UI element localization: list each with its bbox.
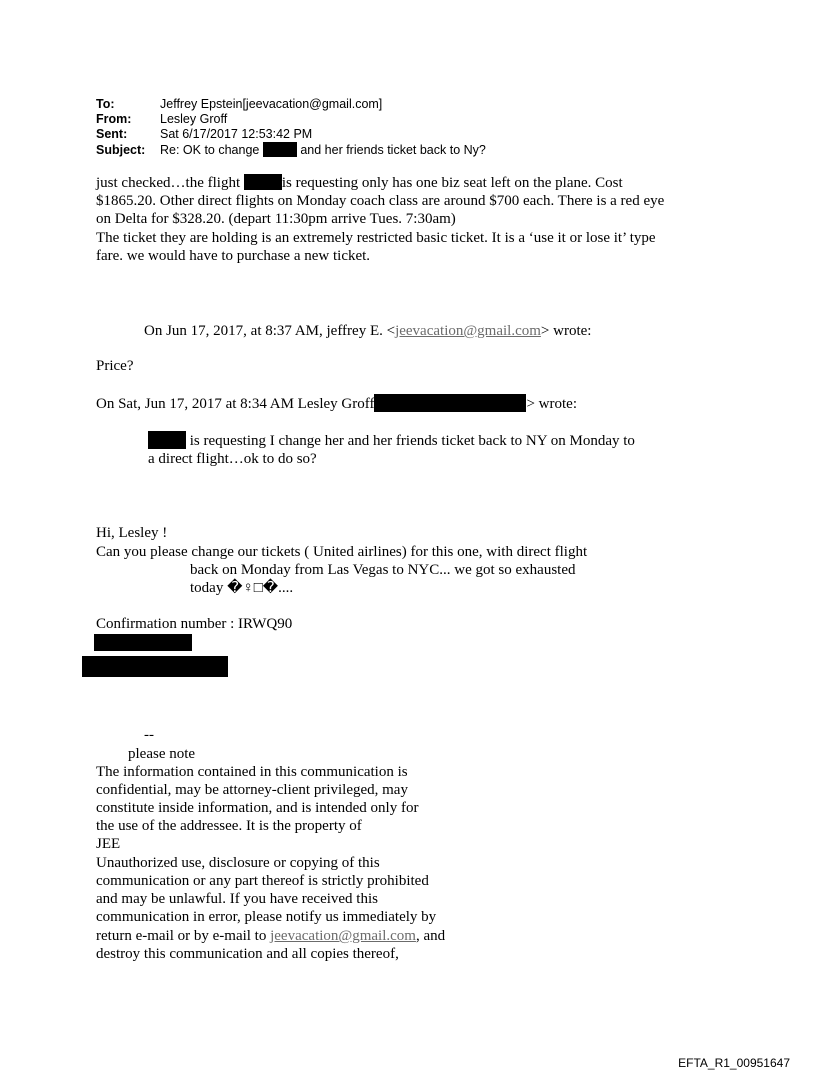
sent-value: Sat 6/17/2017 12:53:42 PM bbox=[160, 127, 313, 141]
disclaimer-line: Unauthorized use, disclosure or copying of this bbox=[96, 855, 380, 871]
reply-line-1 bbox=[96, 174, 623, 192]
header-to-row bbox=[96, 97, 382, 112]
disclaimer-line: confidential, may be attorney-client privileged, may bbox=[96, 782, 408, 798]
to-label: To: bbox=[96, 97, 115, 111]
from-value: Lesley Groff bbox=[160, 112, 228, 126]
from-label: From: bbox=[96, 112, 132, 126]
document-id: EFTA_R1_00951647 bbox=[678, 1056, 790, 1070]
forwarded-line-1: Can you please change our tickets ( United airlines) for this one, with direct flight bbox=[96, 544, 588, 560]
forwarded-line-2: back on Monday from Las Vegas to NYC... we got so exhausted bbox=[190, 562, 576, 578]
redaction-box bbox=[374, 394, 526, 412]
subject-text-after: and her friends ticket back to Ny? bbox=[300, 143, 486, 157]
disclaimer-line: communication or any part thereof is strictly prohibited bbox=[96, 873, 429, 889]
request-line-1 bbox=[148, 431, 635, 450]
quote-header-lesley bbox=[96, 394, 577, 413]
header-sent-row bbox=[96, 127, 312, 142]
quote-header-lesley-start: On Sat, Jun 17, 2017 at 8:34 AM Lesley Groff bbox=[96, 396, 375, 412]
redaction-box bbox=[244, 174, 282, 190]
quote-header-jeffrey-start: On Jun 17, 2017, at 8:37 AM, jeffrey E. < bbox=[144, 323, 396, 339]
redaction-box bbox=[148, 431, 186, 449]
redaction-box bbox=[82, 656, 228, 677]
request-line-1-text: is requesting I change her and her friends ticket back to NY on Monday to bbox=[189, 433, 635, 449]
disclaimer-line: JEE bbox=[96, 836, 121, 852]
subject-label: Subject: bbox=[96, 143, 146, 157]
disclaimer-line-end: , and bbox=[415, 928, 446, 944]
disclaimer-line-start: return e-mail or by e-mail to bbox=[96, 928, 271, 944]
disclaimer-line: the use of the addressee. It is the property of bbox=[96, 818, 362, 834]
disclaimer-line bbox=[96, 927, 445, 945]
redaction-box bbox=[94, 634, 192, 651]
reply-line-1-end: is requesting only has one biz seat left on the plane. Cost bbox=[281, 175, 623, 191]
quote-header-jeffrey-end: > wrote: bbox=[540, 323, 592, 339]
forwarded-line-3: today �♀□�.... bbox=[190, 580, 294, 596]
disclaimer-line: constitute inside information, and is intended only for bbox=[96, 800, 419, 816]
email-link[interactable]: jeevacation@gmail.com bbox=[270, 928, 416, 944]
subject-text-before: Re: OK to change bbox=[160, 143, 260, 157]
sent-label: Sent: bbox=[96, 127, 128, 141]
greeting: Hi, Lesley ! bbox=[96, 525, 168, 541]
reply-line-3: on Delta for $328.20. (depart 11:30pm arrive Tues. 7:30am) bbox=[96, 211, 456, 227]
quote-header-lesley-end: > wrote: bbox=[526, 396, 577, 412]
reply-line-5: fare. we would have to purchase a new ticket. bbox=[96, 248, 371, 264]
reply-line-4: The ticket they are holding is an extremely restricted basic ticket. It is a ‘use it or lose it’ type bbox=[96, 230, 656, 246]
disclaimer-line: and may be unlawful. If you have received this bbox=[96, 891, 378, 907]
disclaimer-line: The information contained in this communication is bbox=[96, 764, 408, 780]
disclaimer-line: destroy this communication and all copies thereof, bbox=[96, 946, 399, 962]
price-question: Price? bbox=[96, 358, 134, 374]
confirmation-number: Confirmation number : IRWQ90 bbox=[96, 616, 293, 632]
to-value: Jeffrey Epstein[jeevacation@gmail.com] bbox=[160, 97, 383, 111]
header-subject-row bbox=[96, 142, 486, 158]
signature-note: please note bbox=[128, 746, 196, 762]
quote-header-jeffrey bbox=[144, 322, 591, 340]
reply-line-2: $1865.20. Other direct flights on Monday coach class are around $700 each. There is a red eye bbox=[96, 193, 665, 209]
email-link[interactable]: jeevacation@gmail.com bbox=[395, 323, 541, 339]
signature-dashes: -- bbox=[144, 727, 154, 743]
request-line-2: a direct flight…ok to do so? bbox=[148, 451, 317, 467]
disclaimer-line: communication in error, please notify us immediately by bbox=[96, 909, 437, 925]
redaction-box bbox=[263, 142, 297, 157]
header-from-row bbox=[96, 112, 227, 127]
reply-line-1-start: just checked…the flight bbox=[96, 175, 241, 191]
